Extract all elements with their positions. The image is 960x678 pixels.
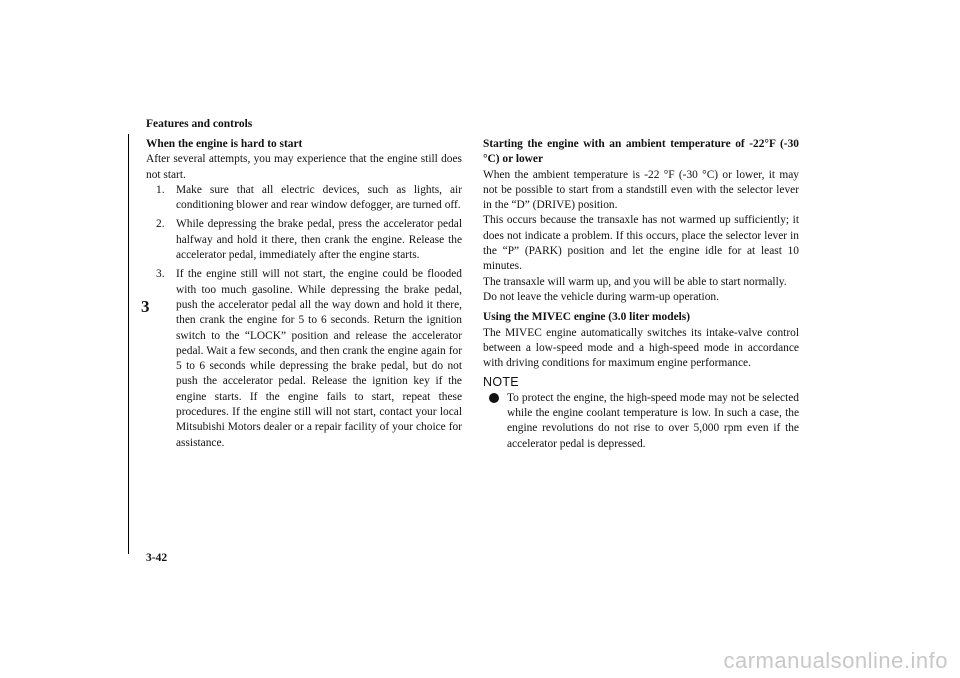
step-item xyxy=(146,217,462,263)
hard-start-steps xyxy=(146,183,462,451)
step-text: While depressing the brake pedal, press the accelerator pedal halfway and hold it there, then crank the engine. Release the accelerator pedal, immediately after the engine starts. xyxy=(176,218,462,262)
note-label: NOTE xyxy=(483,375,519,390)
watermark: carmanualsonline.info xyxy=(723,648,948,673)
mivec-heading: Using the MIVEC engine (3.0 liter models) xyxy=(483,311,691,324)
mivec-paragraph: The MIVEC engine automatically switches its intake-valve control between a low-speed mode and a high-speed mode in accordance with driving conditions for maximum engine performance. xyxy=(483,326,799,370)
bullet-dot-icon xyxy=(489,393,499,403)
step-text: If the engine still will not start, the engine could be flooded with too much gasoline. While depressing the brake pedal, push the accelerator pedal all the way down and hold it there, then crank the engine for 5 to 6 seconds. Return the ignition switch to the “LOCK” position and release the accelerator pedal. Wait a few seconds, and then crank the engine again for 5 to 6 seconds while depressing the brake pedal, but do not push the accelerator pedal. Release the ignition key if the engine starts. If the engine fails to start, repeat these procedures. If the engine still will not start, contact your local Mitsubishi Motors dealer or a repair facility of your choice for assistance. xyxy=(176,268,462,449)
right-column xyxy=(483,137,799,452)
cold-start-paragraph: This occurs because the transaxle has not warmed up sufficiently; it does not indicate a problem. If this occurs, place the selector lever in the “P” (PARK) position and let the engine idle for at least 10 minutes. xyxy=(483,214,799,273)
step-number: 3. xyxy=(156,268,165,281)
cold-start-paragraph: The transaxle will warm up, and you will be able to start normally. xyxy=(483,275,787,288)
page-number: 3-42 xyxy=(146,552,168,564)
step-number: 1. xyxy=(156,183,165,196)
hard-start-heading: When the engine is hard to start xyxy=(146,138,303,150)
cold-start-paragraph: Do not leave the vehicle during warm-up operation. xyxy=(483,290,719,303)
note-bullet-item xyxy=(483,391,799,452)
step-text: Make sure that all electric devices, such as lights, air conditioning blower and rear window defogger, are turned off. xyxy=(176,183,462,212)
note-bullet-text: To protect the engine, the high-speed mode may not be selected while the engine coolant temperature is low. In such a case, the engine revolutions do not rise to over 5,000 rpm even if the accelerator pedal is depressed. xyxy=(507,391,799,450)
cold-start-paragraph: When the ambient temperature is -22 °F (-30 °C) or lower, it may not be possible to start from a standstill even with the selector lever in the “D” (DRIVE) position. xyxy=(483,168,799,212)
chapter-tab-rule xyxy=(128,134,129,554)
step-item xyxy=(146,267,462,451)
hard-start-intro: After several attempts, you may experience that the engine still does not start. xyxy=(146,153,462,181)
left-column xyxy=(146,137,462,455)
cold-start-heading: Starting the engine with an ambient temperature of -22°F (-30 °C) or lower xyxy=(483,138,799,166)
step-number: 2. xyxy=(156,218,165,231)
section-header: Features and controls xyxy=(146,118,253,130)
chapter-number: 3 xyxy=(141,297,150,316)
step-item xyxy=(146,183,462,214)
